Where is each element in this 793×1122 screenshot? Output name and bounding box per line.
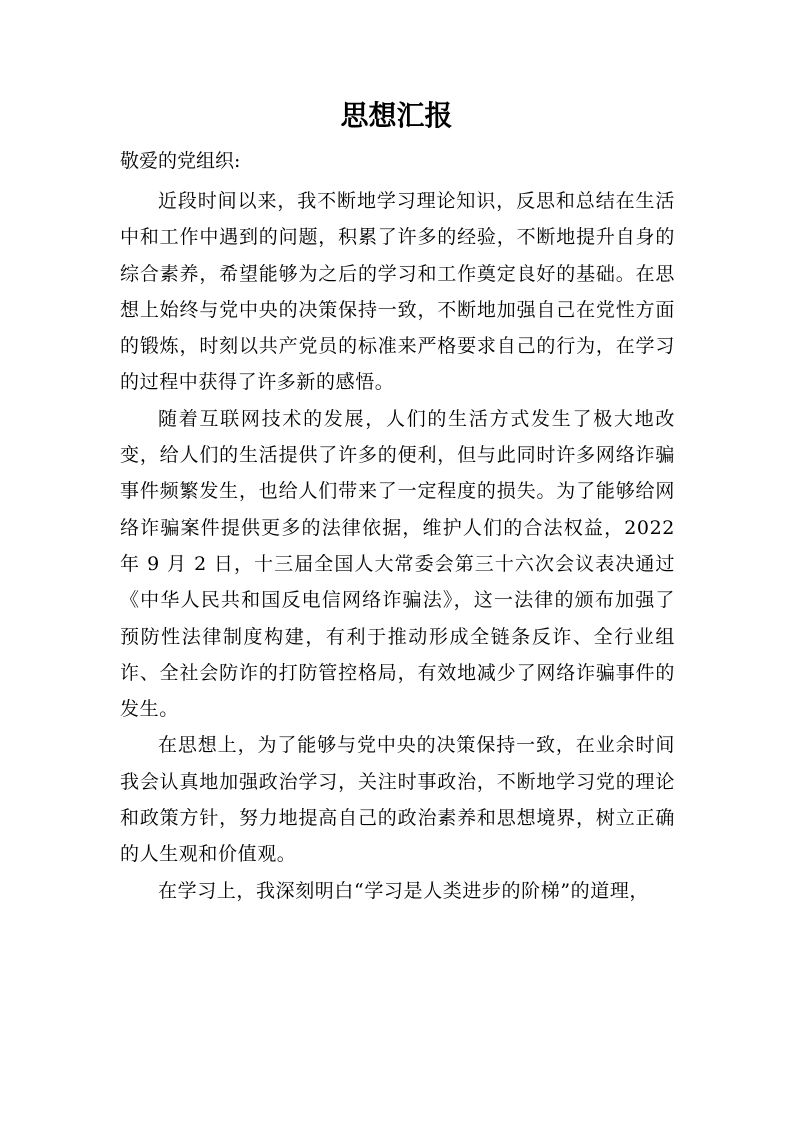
paragraph: 在学习上，我深刻明白“学习是人类进步的阶梯”的道理， (158, 879, 650, 902)
paragraph: 随着互联网技术的发展，人们的生活方式发生了极大地改变，给人们的生活提供了许多的便利，但与此同时许多网络诈骗事件频繁发生，也给人们带来了一定程度的损失。为了能够给网络诈骗案件提供更多的法律依据，维护人们的合法权益，2022 年 9 月 2 日，十三届全国人大常委会第三十六次会议表决通过《中华人民共和国反电信网络诈骗法》，这一法律的颁布加强了预防性法律制度构建，有利于推动形成全链条反诈、全行业组诈、全社会防诈的打防管控格局，有效地减少了网络诈骗事件的发生。 (120, 407, 675, 721)
document-body (120, 183, 675, 909)
salutation: 敬爱的党组织: (120, 150, 241, 172)
paragraph: 在思想上，为了能够与党中央的决策保持一致，在业余时间我会认真地加强政治学习，关注时事政治，不断地学习党的理论和政策方针，努力地提高自己的政治素养和思想境界，树立正确的人生观和价值观。 (120, 734, 675, 866)
document-title: 思想汇报 (340, 99, 453, 132)
paragraph: 近段时间以来，我不断地学习理论知识，反思和总结在生活中和工作中遇到的问题，积累了许多的经验，不断地提升自身的综合素养，希望能够为之后的学习和工作奠定良好的基础。在思想上始终与党中央的决策保持一致，不断地加强自己在党性方面的锻炼，时刻以共产党员的标准来严格要求自己的行为，在学习的过程中获得了许多新的感悟。 (120, 190, 675, 394)
